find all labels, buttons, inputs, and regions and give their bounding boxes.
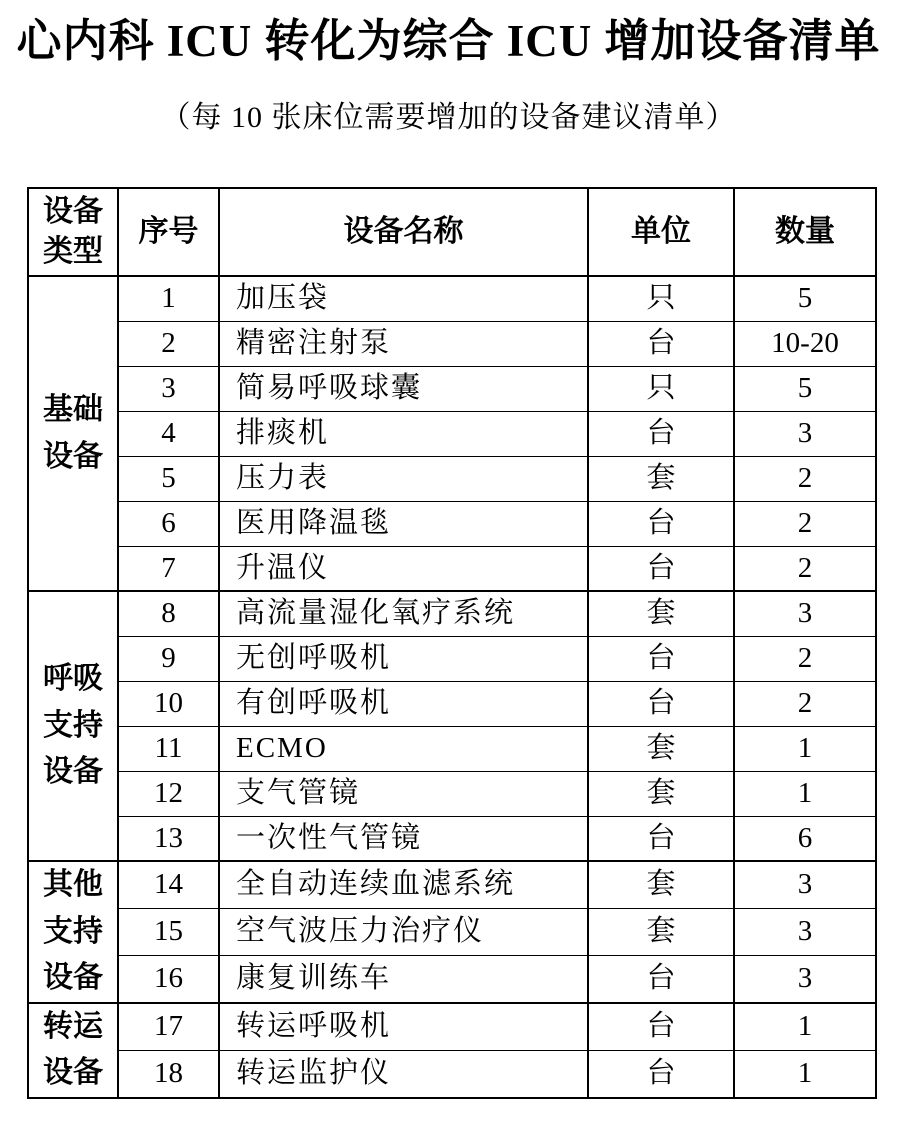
table-row (28, 546, 876, 591)
quantity-cell: 3 (734, 411, 876, 456)
index-cell: 16 (118, 955, 219, 1002)
unit-cell: 台 (588, 501, 734, 546)
unit-cell: 台 (588, 1050, 734, 1098)
index-cell: 15 (118, 908, 219, 955)
quantity-cell: 6 (734, 816, 876, 861)
header-unit: 单位 (588, 188, 734, 276)
index-cell: 5 (118, 456, 219, 501)
name-cell: ECMO (219, 726, 588, 771)
quantity-cell: 2 (734, 546, 876, 591)
index-cell: 10 (118, 681, 219, 726)
name-cell: 升温仪 (219, 546, 588, 591)
name-cell: 一次性气管镜 (219, 816, 588, 861)
unit-cell: 套 (588, 861, 734, 908)
quantity-cell: 2 (734, 681, 876, 726)
table-row (28, 321, 876, 366)
quantity-cell: 2 (734, 456, 876, 501)
index-cell: 3 (118, 366, 219, 411)
index-cell: 2 (118, 321, 219, 366)
unit-cell: 台 (588, 636, 734, 681)
unit-cell: 台 (588, 816, 734, 861)
index-cell: 6 (118, 501, 219, 546)
table-row (28, 501, 876, 546)
unit-cell: 套 (588, 591, 734, 636)
index-cell: 7 (118, 546, 219, 591)
name-cell: 高流量湿化氧疗系统 (219, 591, 588, 636)
name-cell: 加压袋 (219, 276, 588, 321)
index-cell: 14 (118, 861, 219, 908)
table-row (28, 456, 876, 501)
table-row (28, 771, 876, 816)
table-row (28, 276, 876, 321)
name-cell: 转运呼吸机 (219, 1003, 588, 1051)
index-cell: 4 (118, 411, 219, 456)
quantity-cell: 3 (734, 591, 876, 636)
table-header-row (28, 188, 876, 276)
table-row (28, 816, 876, 861)
quantity-cell: 1 (734, 1050, 876, 1098)
quantity-cell: 1 (734, 771, 876, 816)
table-row (28, 591, 876, 636)
unit-cell: 套 (588, 908, 734, 955)
name-cell: 排痰机 (219, 411, 588, 456)
header-quantity: 数量 (734, 188, 876, 276)
quantity-cell: 3 (734, 955, 876, 1002)
page-subtitle: （每 10 张床位需要增加的设备建议清单） (160, 100, 737, 134)
table-row (28, 636, 876, 681)
table-row (28, 366, 876, 411)
unit-cell: 只 (588, 366, 734, 411)
table-row (28, 411, 876, 456)
table-row (28, 681, 876, 726)
unit-cell: 套 (588, 456, 734, 501)
unit-cell: 台 (588, 321, 734, 366)
table-row (28, 908, 876, 955)
quantity-cell: 1 (734, 1003, 876, 1051)
page-title: 心内科 ICU 转化为综合 ICU 增加设备清单 (16, 16, 881, 66)
quantity-cell: 3 (734, 861, 876, 908)
name-cell: 精密注射泵 (219, 321, 588, 366)
name-cell: 康复训练车 (219, 955, 588, 1002)
unit-cell: 套 (588, 771, 734, 816)
quantity-cell: 10-20 (734, 321, 876, 366)
name-cell: 空气波压力治疗仪 (219, 908, 588, 955)
name-cell: 医用降温毯 (219, 501, 588, 546)
index-cell: 12 (118, 771, 219, 816)
table-row (28, 1003, 876, 1051)
category-cell: 基础设备 (28, 276, 118, 591)
unit-cell: 台 (588, 681, 734, 726)
name-cell: 有创呼吸机 (219, 681, 588, 726)
quantity-cell: 5 (734, 366, 876, 411)
name-cell: 压力表 (219, 456, 588, 501)
table-row (28, 1050, 876, 1098)
index-cell: 11 (118, 726, 219, 771)
category-cell: 呼吸支持设备 (28, 591, 118, 861)
index-cell: 13 (118, 816, 219, 861)
index-cell: 9 (118, 636, 219, 681)
quantity-cell: 2 (734, 501, 876, 546)
category-cell: 转运设备 (28, 1003, 118, 1098)
header-equipment-name: 设备名称 (219, 188, 588, 276)
name-cell: 无创呼吸机 (219, 636, 588, 681)
quantity-cell: 3 (734, 908, 876, 955)
quantity-cell: 2 (734, 636, 876, 681)
index-cell: 18 (118, 1050, 219, 1098)
table-row (28, 861, 876, 908)
unit-cell: 台 (588, 955, 734, 1002)
name-cell: 支气管镜 (219, 771, 588, 816)
unit-cell: 只 (588, 276, 734, 321)
header-equipment-category: 设备类型 (28, 188, 118, 276)
table-row (28, 955, 876, 1002)
index-cell: 8 (118, 591, 219, 636)
index-cell: 17 (118, 1003, 219, 1051)
table-row (28, 726, 876, 771)
equipment-table (27, 187, 877, 1099)
name-cell: 全自动连续血滤系统 (219, 861, 588, 908)
unit-cell: 台 (588, 546, 734, 591)
header-index: 序号 (118, 188, 219, 276)
quantity-cell: 1 (734, 726, 876, 771)
unit-cell: 台 (588, 411, 734, 456)
index-cell: 1 (118, 276, 219, 321)
unit-cell: 台 (588, 1003, 734, 1051)
quantity-cell: 5 (734, 276, 876, 321)
category-cell: 其他支持设备 (28, 861, 118, 1003)
unit-cell: 套 (588, 726, 734, 771)
name-cell: 转运监护仪 (219, 1050, 588, 1098)
name-cell: 简易呼吸球囊 (219, 366, 588, 411)
